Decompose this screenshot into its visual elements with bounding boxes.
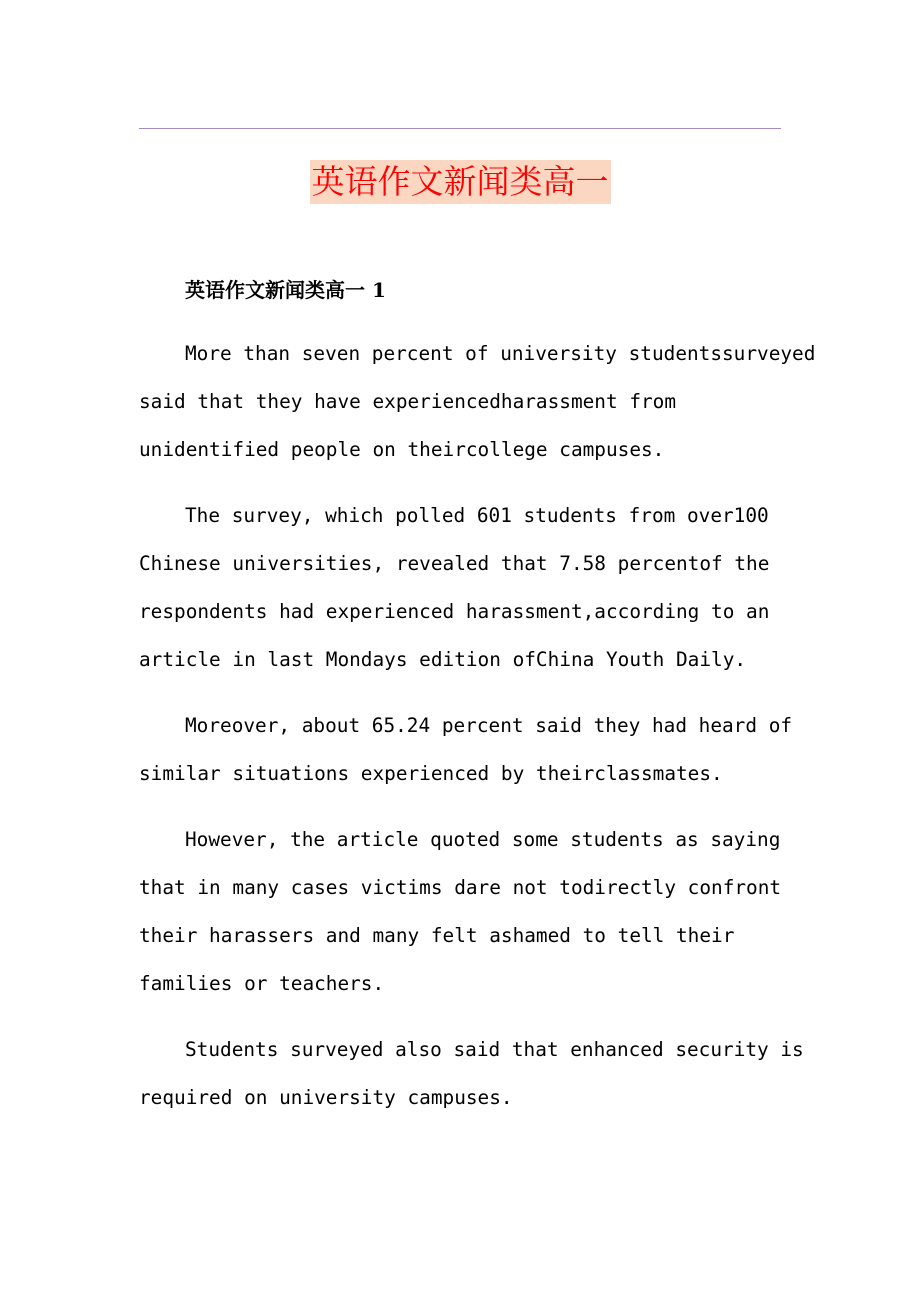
paragraph-line: respondents had experienced harassment,according to an [139, 600, 770, 623]
paragraph-line: article in last Mondays edition ofChina Youth Daily. [139, 648, 747, 671]
article-body [139, 330, 816, 1140]
paragraph-line: More than seven percent of university studentssurveyed [185, 342, 816, 365]
paragraph-line: Moreover, about 65.24 percent said they had heard of [185, 714, 793, 737]
paragraph-line: that in many cases victims dare not todirectly confront [139, 876, 782, 899]
paragraph-line: However, the article quoted some students as saying [185, 828, 781, 851]
paragraph-line: Students surveyed also said that enhanced security is [185, 1038, 804, 1061]
paragraph-line: unidentified people on theircollege campuses. [139, 438, 665, 461]
paragraph-line: said that they have experiencedharassment from [139, 390, 677, 413]
paragraph [139, 330, 816, 474]
header-rule [139, 128, 781, 129]
paragraph [139, 702, 793, 798]
paragraph-line: required on university campuses. [139, 1086, 513, 1109]
title-container [0, 160, 920, 204]
paragraph-line: their harassers and many felt ashamed to tell their [139, 924, 735, 947]
paragraph [139, 492, 784, 684]
paragraph-line: Chinese universities, revealed that 7.58 percentof the [139, 552, 770, 575]
paragraph-line: The survey, which polled 601 students from over100 [185, 504, 769, 527]
document-title: 英语作文新闻类高一 [310, 160, 611, 204]
paragraph-line: families or teachers. [139, 972, 385, 995]
paragraph [139, 1026, 804, 1122]
paragraph-line: similar situations experienced by theirclassmates. [139, 762, 723, 785]
section-heading: 英语作文新闻类高一 1 [185, 278, 386, 302]
paragraph [139, 816, 784, 1008]
